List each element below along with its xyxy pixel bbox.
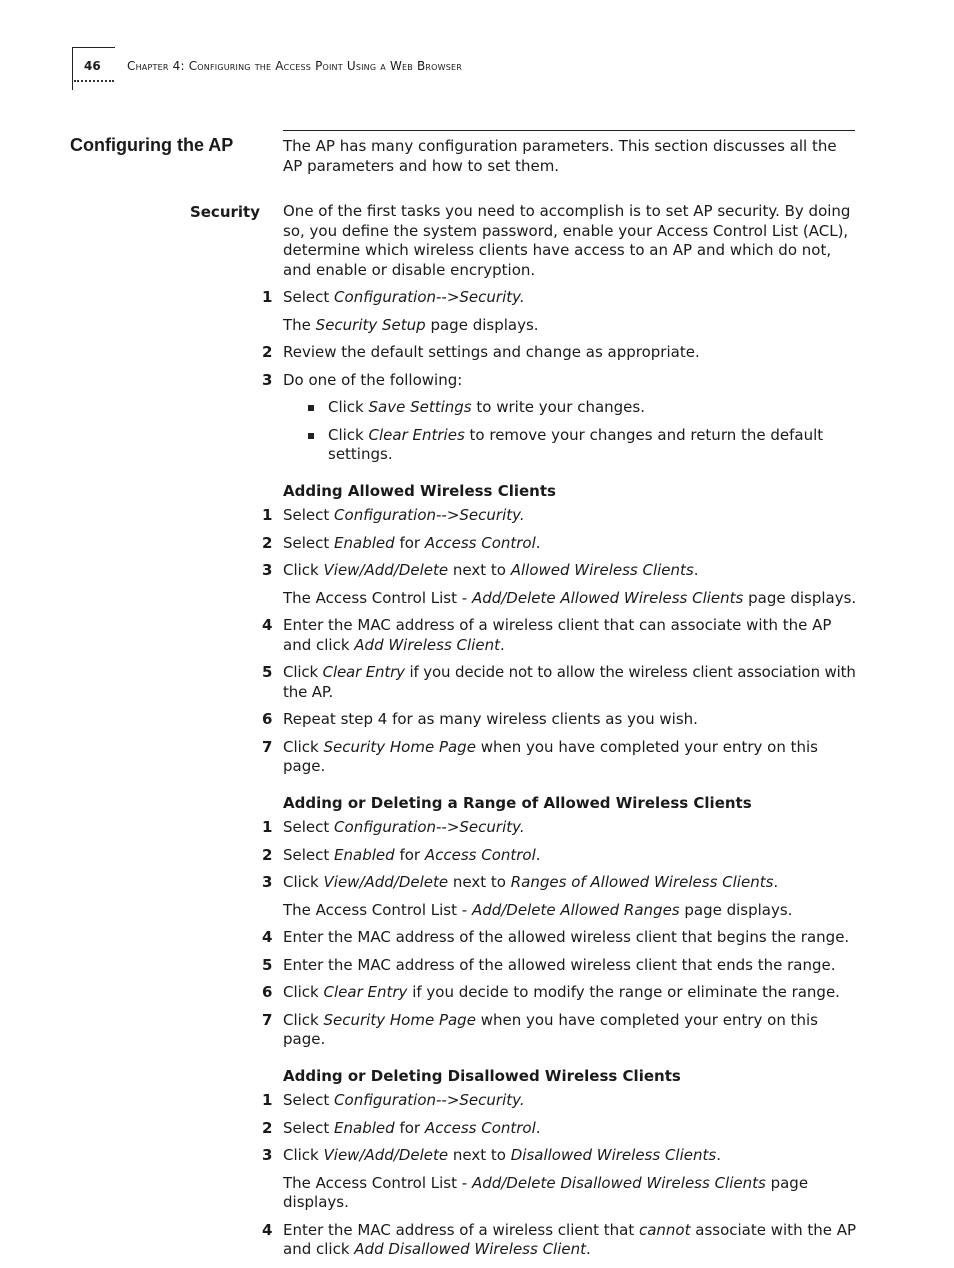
list-item: 2 Select Enabled for Access Control. <box>262 533 541 552</box>
step-number: 3 <box>262 561 273 579</box>
bullet-square-icon <box>308 433 314 439</box>
list-item: 1 Select Configuration-->Security. <box>262 1091 525 1109</box>
step-number: 1 <box>262 506 273 524</box>
security-heading: Security <box>189 203 260 221</box>
step-number: 1 <box>262 288 273 306</box>
list-item: 7 Click Security Home Page when you have completed your entry on this page. <box>262 1010 818 1048</box>
page-corner-dots <box>74 80 114 82</box>
step-number: 4 <box>262 616 273 634</box>
list-item: 4 Enter the MAC address of a wireless client that cannot associate with the AP and click Add Disallowed Wireless Client. <box>262 1220 857 1258</box>
step-number: 6 <box>262 710 273 728</box>
list-item: 5 Enter the MAC address of the allowed wireless client that ends the range. <box>262 955 836 974</box>
list-item: 1 Select Configuration-->Security. <box>262 818 525 836</box>
section-rule <box>283 130 855 131</box>
bullet-square-icon <box>308 405 314 411</box>
page-number: 46 <box>84 59 101 73</box>
security-intro: One of the first tasks you need to accomplish is to set AP security. By doing so, you define the system password, enable your Access Control List (ACL), determine which wireless clients have access to an AP and which do not, and enable or disable encryption. <box>283 202 851 279</box>
step-number: 2 <box>262 1118 273 1137</box>
list-item: 4 Enter the MAC address of the allowed wireless client that begins the range. <box>262 928 850 946</box>
bullet-item: Click Save Settings to write your changes. <box>328 398 858 418</box>
bullet-item: Click Clear Entries to remove your changes and return the default settings. <box>328 426 858 465</box>
list-item: 1 Select Configuration-->Security. <box>262 288 525 306</box>
step-number: 7 <box>262 1010 273 1029</box>
subheading-ranges: Adding or Deleting a Range of Allowed Wireless Clients <box>283 793 752 812</box>
step-number: 3 <box>262 370 273 389</box>
list-item: 3 Click View/Add/Delete next to Allowed Wireless Clients. <box>262 561 699 579</box>
list-item: 1 Select Configuration-->Security. <box>262 506 525 524</box>
list-item: 2 Review the default settings and change as appropriate. <box>262 343 700 361</box>
list-item: 6 Repeat step 4 for as many wireless clients as you wish. <box>262 710 698 728</box>
list-item: 5 Click Clear Entry if you decide not to allow the wireless client association with the AP. <box>262 663 856 701</box>
list-item: 6 Click Clear Entry if you decide to modify the range or eliminate the range. <box>262 983 840 1001</box>
list-item: 7 Click Security Home Page when you have completed your entry on this page. <box>262 737 818 775</box>
section-title: Configuring the AP <box>70 135 234 155</box>
step-number: 4 <box>262 1220 273 1239</box>
body-column <box>262 137 858 1268</box>
step-number: 6 <box>262 983 273 1001</box>
list-item: 3 Click View/Add/Delete next to Ranges of Allowed Wireless Clients. <box>262 873 779 891</box>
step-number: 1 <box>262 818 273 836</box>
step-number: 2 <box>262 343 273 361</box>
subheading-allowed: Adding Allowed Wireless Clients <box>283 481 556 500</box>
step-note: The Access Control List - Add/Delete Allowed Ranges page displays. <box>283 900 793 919</box>
step-note: The Access Control List - Add/Delete Allowed Wireless Clients page displays. <box>283 588 857 607</box>
step-number: 3 <box>262 873 273 891</box>
step-number: 7 <box>262 737 273 756</box>
step-number: 4 <box>262 928 273 946</box>
section-intro: The AP has many configuration parameters. This section discusses all the AP parameters and how to set them. <box>283 137 837 175</box>
step-number: 2 <box>262 845 273 864</box>
list-item: 3 Click View/Add/Delete next to Disallowed Wireless Clients. <box>262 1146 721 1164</box>
list-item: 2 Select Enabled for Access Control. <box>262 845 541 864</box>
list-item: 3 Do one of the following: <box>262 370 463 389</box>
step-number: 5 <box>262 663 273 681</box>
step-number: 5 <box>262 955 273 974</box>
step-note: The Access Control List - Add/Delete Disallowed Wireless Clients page displays. <box>283 1173 809 1211</box>
step-number: 2 <box>262 533 273 552</box>
chapter-title: Chapter 4: Configuring the Access Point Using a Web Browser <box>127 59 463 73</box>
list-item: 2 Select Enabled for Access Control. <box>262 1118 541 1137</box>
step-note: The Security Setup page displays. <box>283 315 539 334</box>
step-number: 3 <box>262 1146 273 1164</box>
list-item: 4 Enter the MAC address of a wireless client that can associate with the AP and click Add Wireless Client. <box>262 616 832 654</box>
subheading-disallowed: Adding or Deleting Disallowed Wireless Clients <box>283 1066 681 1085</box>
step-number: 1 <box>262 1091 273 1109</box>
